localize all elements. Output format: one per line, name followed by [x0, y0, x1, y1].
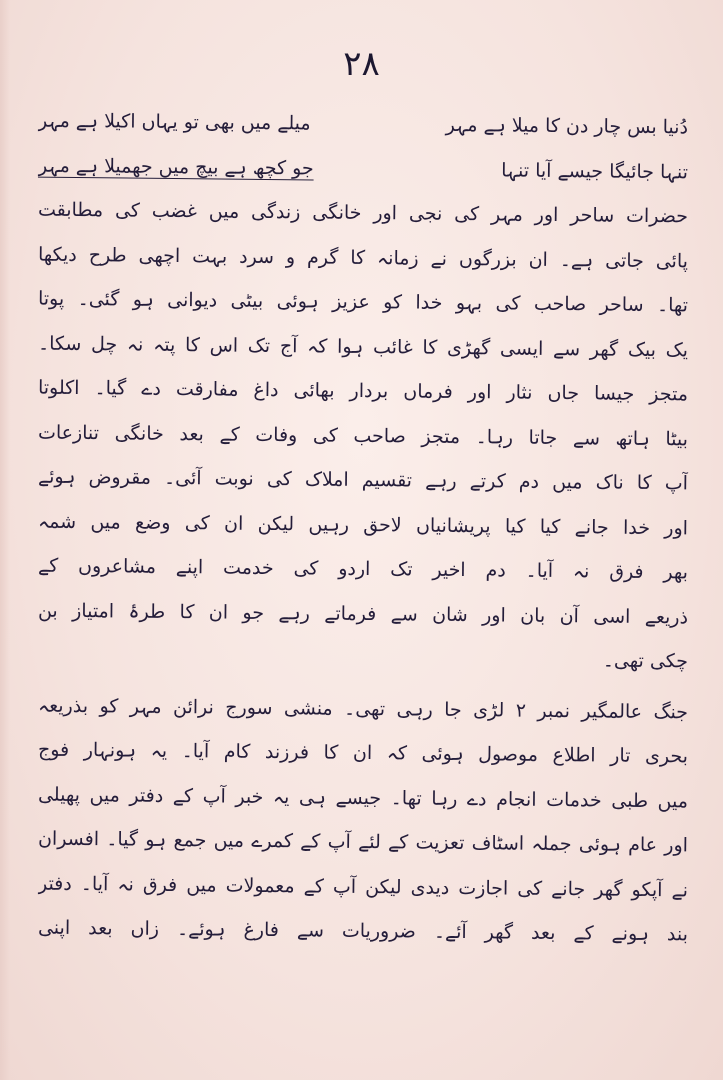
text-line: حضرات ساحر اور مہر کی نجی اور خانگی زندگی میں غضب کی مطابقت [37, 198, 689, 228]
poem-verse [38, 143, 688, 194]
text-line: یک بیک گھر سے ایسی گھڑی کا غائب ہوا کہ آج تک اس کا پتہ نہ چل سکا۔ [37, 332, 689, 361]
text-line: اور عام ہوئی جملہ اسٹاف تعزیت کے لئے آپ کے کمرے میں جمع ہو گیا۔ افسران [37, 827, 689, 857]
text-line: بند ہونے کے بعد گھر آئے۔ ضروریات سے فارغ ہوئے۔ زاں بعد اپنی [37, 916, 689, 946]
text-line: پائی جاتی ہے۔ ان بزرگوں نے زمانہ کا گرم و سرد بہت اچھی طرح دیکھا [37, 243, 689, 272]
verse-first-half: دُنیا بس چار دن کا میلا ہے مہر [445, 113, 689, 139]
verse-second-half: میلے میں بھی تو یہاں اکیلا ہے مہر [37, 109, 311, 135]
text-line: بحری تار اطلاع موصول ہوئی کہ ان کا فرزند کام آیا۔ یہ ہونہار فوج [37, 738, 689, 768]
text-line: میں طبی خدمات انجام دے رہا تھا۔ جیسے ہی یہ خبر آپ کے دفتر میں پھیلی [37, 783, 689, 812]
page-binding-edge [0, 0, 10, 1080]
text-line: تھا۔ ساحر صاحب کی بہو خدا کو عزیز ہوئی بیٹی دیوانی ہو گئی۔ پوتا [37, 287, 689, 317]
text-line: چکی تھی۔ [602, 649, 689, 673]
text-line: ذریعے اسی آن بان اور شان سے فرماتے رہے جو ان کا طرۂ امتیاز بن [37, 599, 689, 628]
page-number: ۲۸ [343, 44, 380, 84]
poem-verse [38, 99, 688, 150]
text-line: متجز جیسا جاں نثار اور فرماں بردار بھائی داغ مفارقت دے گیا۔ اکلوتا [37, 376, 689, 406]
text-line: بھر فرق نہ آیا۔ دم اخیر تک اردو کی خدمت اپنے مشاعروں کے [37, 554, 689, 584]
text-line: جنگ عالمگیر نمبر ۲ لڑی جا رہی تھی۔ منشی سورج نرائن مہر کو بذریعہ [37, 694, 689, 723]
text-line: آپ کا ناک میں دم کرتے رہے تقسیم املاک کی نوبت آئی۔ مقروض ہوئے [37, 465, 689, 495]
verse-second-half: جو کچھ ہے بیچ میں جھمیلا ہے مہر [37, 154, 314, 179]
page-body [38, 102, 688, 954]
text-line: اور خدا جانے کیا کیا پریشانیاں لاحق رہیں لیکن ان کی وضع میں شمہ [37, 510, 689, 539]
verse-first-half: تنہا جائیگا جیسے آیا تنہا [501, 158, 689, 183]
text-line: نے آپکو گھر جانے کی اجازت دیدی لیکن آپ کے معمولات میں فرق نہ آیا۔ دفتر [37, 872, 689, 901]
text-line: بیٹا ہاتھ سے جاتا رہا۔ متجز صاحب کی وفات کے بعد خانگی تنازعات [37, 421, 689, 450]
